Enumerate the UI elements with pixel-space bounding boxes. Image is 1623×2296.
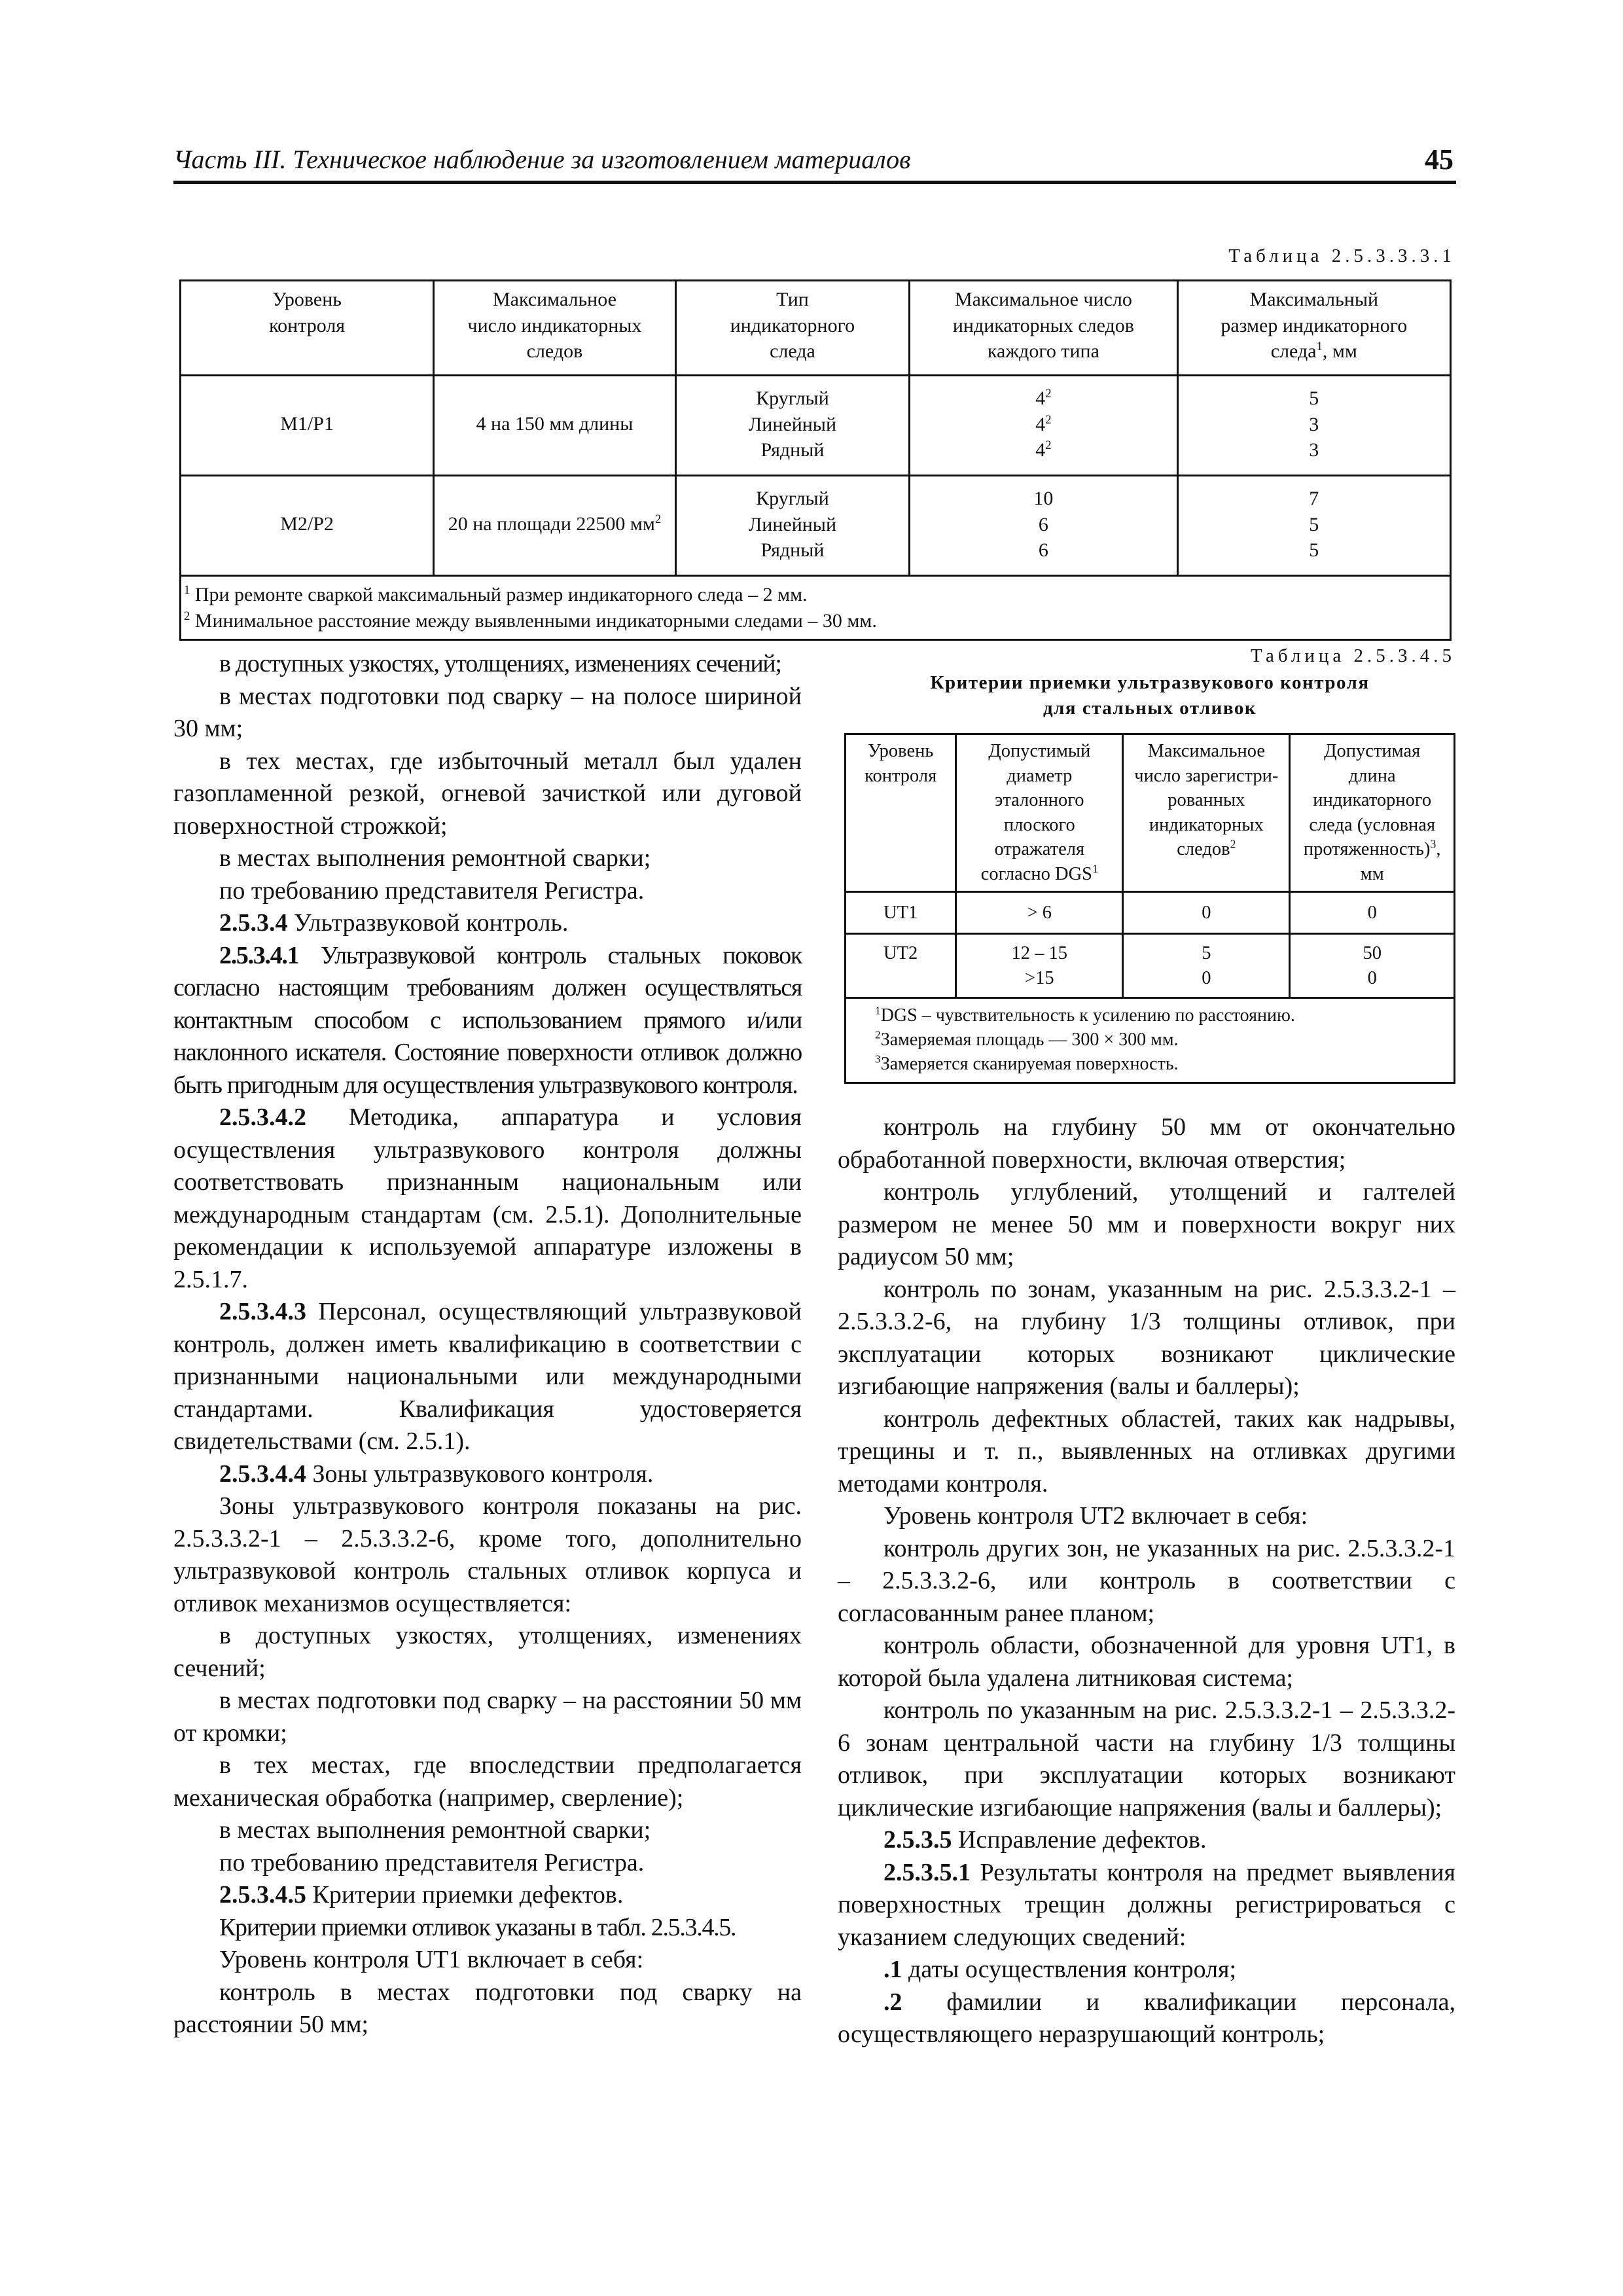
header-cell: Максимальное число зарегистри- рованных индикаторных следов$^2$: [1123, 734, 1290, 892]
table-header-row: [181, 281, 1451, 376]
paragraph: 2.5.3.4.1 Ультразвуковой контроль стальных поковок согласно настоящим требованиям должен осуществляться контактным способом с использованием прямого и/или наклонного искателя. Состояние поверхности отливок должно быть пригодным для осуществления ультразвукового контроля.: [173, 941, 802, 1099]
section-heading: 2.5.3.5 Исправление дефектов.: [883, 1826, 1207, 1854]
paragraph: в доступных узкостях, утолщениях, изменениях сечений;: [173, 1622, 802, 1682]
running-title: Часть III. Техническое наблюдение за изготовлением материалов: [173, 145, 911, 174]
ultrasonic-acceptance-table: [844, 733, 1455, 1084]
level-cell: UT1: [846, 891, 956, 934]
count-cell: 0: [1123, 891, 1290, 934]
header-cell: Допустимый диаметр эталонного плоского отражателя согласно DGS$^1$: [956, 734, 1123, 892]
paragraph: контроль в местах подготовки под сварку на расстоянии 50 мм;: [173, 1978, 802, 2038]
section-heading: 2.5.3.4.5 Критерии приемки дефектов.: [219, 1881, 624, 1909]
type-cell: Круглый Линейный Рядный: [675, 476, 910, 576]
table-footnote: $^1$ При ремонте сваркой максимальный размер индикаторного следа – 2 мм.: [184, 583, 808, 605]
table2-caption: Таблица 2.5.3.4.5: [1250, 645, 1455, 666]
paragraph: контроль других зон, не указанных на рис. 2.5.3.3.2-1 – 2.5.3.3.2-6, или контроль в соответствии с согласованным ранее планом;: [838, 1534, 1455, 1627]
table-notes: [846, 998, 1455, 1083]
paragraph: по требованию представителя Регистра.: [219, 876, 645, 905]
table-footnote: $^3$Замеряется сканируемая поверхность.: [875, 1053, 1179, 1075]
level-cell: UT2: [846, 934, 956, 998]
paragraph: Зоны ультразвукового контроля показаны на рис. 2.5.3.3.2-1 – 2.5.3.3.2-6, кроме того, дополнительно ультразвуковой контроль стальных отливок корпуса и отливок механизмов осуществляется:: [173, 1492, 802, 1617]
paragraph: в местах подготовки под сварку – на полосе шириной 30 мм;: [173, 682, 802, 742]
header-cell: Уровень контроля: [846, 734, 956, 892]
table2-title: Критерии приемки ультразвукового контроля для стальных отливок: [930, 672, 1370, 719]
paragraph: контроль на глубину 50 мм от окончательно обработанной поверхности, включая отверстия;: [838, 1113, 1455, 1174]
list-item: .1 даты осуществления контроля;: [883, 1956, 1237, 1983]
header-cell: Максимальное число индикаторных следов: [434, 281, 675, 376]
length-cell: 50 0: [1290, 934, 1455, 998]
paragraph: контроль области, обозначенной для уровня UT1, в которой была удалена литниковая система;: [838, 1632, 1455, 1692]
table-row: [181, 376, 1451, 476]
count-cell: 5 0: [1123, 934, 1290, 998]
header-cell: Максимальное число индикаторных следов каждого типа: [910, 281, 1177, 376]
header-cell: Максимальный размер индикаторного следа$^1$, мм: [1177, 281, 1450, 376]
type-cell: Круглый Линейный Рядный: [675, 376, 910, 476]
right-column: [838, 1111, 1455, 2051]
paragraph: контроль по указанным на рис. 2.5.3.3.2-1 – 2.5.3.3.2-6 зонам центральной части на глубину 1/3 толщины отливок, при эксплуатации которых возникают циклические изгибающие напряжения (валы и баллеры);: [838, 1696, 1455, 1821]
table-footnote: $^2$ Минимальное расстояние между выявленными индикаторными следами – 30 мм.: [184, 609, 877, 632]
length-cell: 0: [1290, 891, 1455, 934]
diameter-cell: 12 – 15 >15: [956, 934, 1123, 998]
table-row: [846, 891, 1455, 934]
count-cell: 10 6 6: [910, 476, 1177, 576]
table-footnote: $^2$Замеряемая площадь — 300 × 300 мм.: [875, 1029, 1179, 1050]
paragraph: в местах подготовки под сварку – на расстоянии 50 мм от кромки;: [173, 1687, 802, 1747]
table1-caption: Таблица 2.5.3.3.3.1: [1228, 245, 1455, 266]
page-number: 45: [1425, 143, 1454, 175]
table-notes-row: [846, 998, 1455, 1083]
table-row: [181, 476, 1451, 576]
paragraph: Критерии приемки отливок указаны в табл. 2.5.3.4.5.: [219, 1913, 736, 1941]
table-row: [846, 934, 1455, 998]
paragraph: контроль дефектных областей, таких как надрывы, трещины и т. п., выявленных на отливках другими методами контроля.: [838, 1405, 1455, 1498]
size-cell: 5 3 3: [1177, 376, 1450, 476]
page-header: [173, 143, 1456, 184]
left-column: [173, 648, 802, 2041]
paragraph: в тех местах, где избыточный металл был удален газопламенной резкой, огневой зачисткой или дуговой поверхностной строжкой;: [173, 747, 802, 840]
list-item: .2 фамилии и квалификации персонала, осуществляющего неразрушающий контроль;: [838, 1988, 1455, 2048]
header-cell: Уровень контроля: [181, 281, 434, 376]
table-notes: [181, 576, 1451, 640]
header-cell: Допустимая длина индикаторного следа (условная протяженность)$^3$, мм: [1290, 734, 1455, 892]
paragraph: в местах выполнения ремонтной сварки;: [219, 1816, 651, 1844]
size-cell: 7 5 5: [1177, 476, 1450, 576]
magnetic-particle-acceptance-table: [179, 279, 1452, 641]
level-cell: M2/P2: [181, 476, 434, 576]
header-cell: Тип индикаторного следа: [675, 281, 910, 376]
max-count-cell: 20 на площади 22500 $мм^2$: [434, 476, 675, 576]
paragraph: контроль по зонам, указанным на рис. 2.5.3.3.2-1 – 2.5.3.3.2-6, на глубину 1/3 толщины отливок, при эксплуатации которых возникают циклические изгибающие напряжения (валы и баллеры);: [838, 1275, 1455, 1400]
paragraph: в тех местах, где впоследствии предполагается механическая обработка (например, сверление);: [173, 1751, 802, 1812]
paragraph: Уровень контроля UT2 включает в себя:: [883, 1502, 1308, 1530]
diameter-cell: > 6: [956, 891, 1123, 934]
table-header-row: [846, 734, 1455, 892]
paragraph: по требованию представителя Регистра.: [219, 1848, 645, 1876]
paragraph: Уровень контроля UT1 включает в себя:: [219, 1946, 644, 1973]
paragraph: 2.5.3.4.2 Методика, аппаратура и условия осуществления ультразвукового контроля должны соответствовать признанным национальным или международным стандартам (см. 2.5.1). Дополнительные рекомендации к используемой аппаратуре изложены в 2.5.1.7.: [173, 1103, 802, 1293]
paragraph: в доступных узкостях, утолщениях, изменениях сечений;: [219, 650, 781, 677]
max-count-cell: 4 на 150 мм длины: [434, 376, 675, 476]
table-footnote: $^1$DGS – чувствительность к усилению по расстоянию.: [875, 1005, 1295, 1026]
paragraph: 2.5.3.5.1 Результаты контроля на предмет выявления поверхностных трещин должны регистрироваться с указанием следующих сведений:: [838, 1858, 1455, 1951]
table-notes-row: [181, 576, 1451, 640]
section-heading: 2.5.3.4 Ультразвуковой контроль.: [219, 909, 569, 937]
paragraph: 2.5.3.4.3 Персонал, осуществляющий ультразвуковой контроль, должен иметь квалификацию в соответствии с признанными национальными или международными стандартами. Квалификация удостоверяется свидетельствами (см. 2.5.1).: [173, 1298, 802, 1455]
paragraph: контроль углублений, утолщений и галтелей размером не менее 50 мм и поверхности вокруг них радиусом 50 мм;: [838, 1178, 1455, 1270]
paragraph: в местах выполнения ремонтной сварки;: [219, 844, 651, 872]
section-heading: 2.5.3.4.4 Зоны ультразвукового контроля.: [219, 1460, 654, 1488]
count-cell: $4^2$ $4^2$ $4^2$: [910, 376, 1177, 476]
level-cell: M1/P1: [181, 376, 434, 476]
